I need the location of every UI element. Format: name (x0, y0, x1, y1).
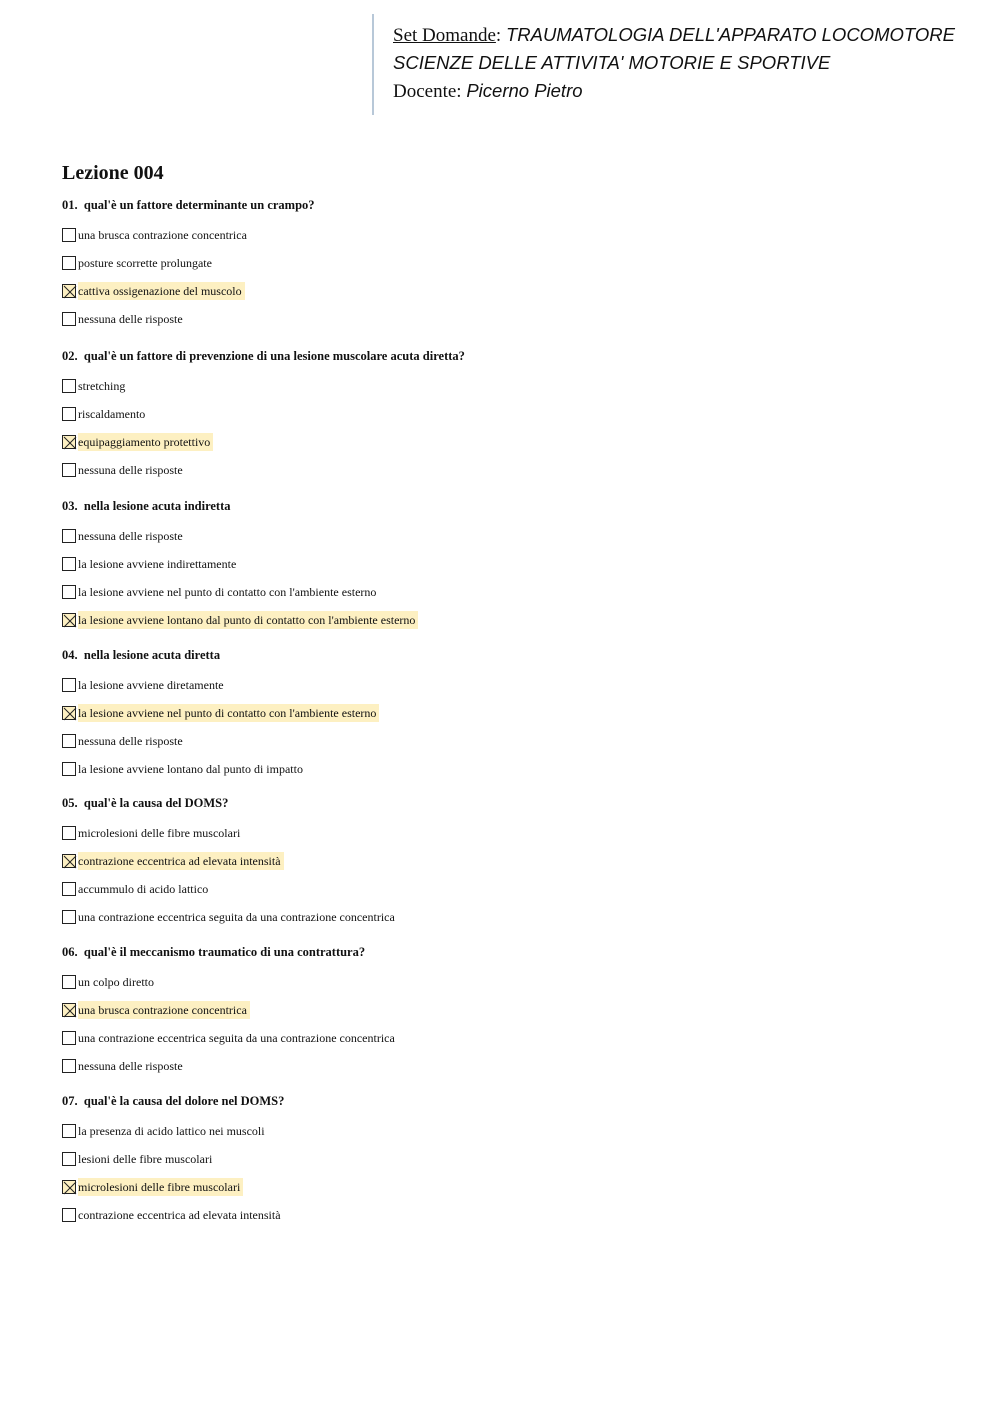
answer-text: la presenza di acido lattico nei muscoli (78, 1124, 265, 1138)
answer-option (62, 699, 962, 727)
teacher-label: Docente: (393, 81, 462, 102)
answer-text: la lesione avviene nel punto di contatto con l'ambiente esterno (78, 585, 377, 599)
answer-option (62, 1052, 962, 1080)
answer-option (62, 996, 962, 1024)
check-cross-icon (63, 1181, 77, 1195)
question-text (62, 944, 962, 960)
question-6 (62, 944, 962, 1080)
answer-option (62, 968, 962, 996)
checkbox[interactable] (62, 228, 76, 242)
question-label: qual'è il meccanismo traumatico di una contrattura? (83, 945, 366, 959)
checkbox[interactable] (62, 585, 76, 599)
checkbox[interactable] (62, 975, 76, 989)
answer-list (62, 372, 962, 484)
answer-list (62, 522, 962, 634)
answer-text: una contrazione eccentrica seguita da una contrazione concentrica (78, 1031, 395, 1045)
question-number: 02. (62, 349, 78, 363)
lesson-title: Lezione 004 (62, 162, 164, 184)
question-label: qual'è la causa del dolore nel DOMS? (83, 1094, 285, 1108)
answer-option (62, 1145, 962, 1173)
checkbox[interactable] (62, 1124, 76, 1138)
question-4 (62, 647, 962, 783)
answer-option (62, 456, 962, 484)
answer-option (62, 727, 962, 755)
answer-option (62, 550, 962, 578)
answer-option (62, 606, 962, 634)
answer-text: nessuna delle risposte (78, 734, 183, 748)
checkbox[interactable] (62, 312, 76, 326)
answer-option (62, 305, 962, 333)
checkbox[interactable] (62, 1059, 76, 1073)
document-header (372, 14, 982, 115)
header-teacher-line (393, 77, 982, 105)
question-number: 07. (62, 1094, 78, 1108)
answer-text: lesioni delle fibre muscolari (78, 1152, 213, 1166)
answer-text: accummulo di acido lattico (78, 882, 209, 896)
check-cross-icon (63, 707, 77, 721)
answer-option (62, 578, 962, 606)
checkbox[interactable] (62, 882, 76, 896)
check-cross-icon (63, 614, 77, 628)
answer-text: la lesione avviene indirettamente (78, 557, 237, 571)
answer-text: una brusca contrazione concentrica (78, 1001, 250, 1019)
check-cross-icon (63, 1004, 77, 1018)
answer-option (62, 1117, 962, 1145)
answer-text: la lesione avviene lontano dal punto di contatto con l'ambiente esterno (78, 611, 418, 629)
checkbox[interactable] (62, 407, 76, 421)
header-course-line1 (393, 21, 982, 49)
question-number: 03. (62, 499, 78, 513)
answer-list (62, 968, 962, 1080)
checkbox[interactable] (62, 463, 76, 477)
answer-text: contrazione eccentrica ad elevata intensità (78, 1208, 281, 1222)
answer-text: riscaldamento (78, 407, 146, 421)
answer-text: nessuna delle risposte (78, 463, 183, 477)
answer-text: nessuna delle risposte (78, 1059, 183, 1073)
checkbox[interactable] (62, 1031, 76, 1045)
set-label: Set Domande (393, 25, 496, 46)
checkbox[interactable] (62, 826, 76, 840)
question-label: qual'è un fattore di prevenzione di una lesione muscolare acuta diretta? (83, 349, 465, 363)
question-label: qual'è un fattore determinante un crampo? (83, 198, 315, 212)
answer-text: cattiva ossigenazione del muscolo (78, 282, 245, 300)
question-2 (62, 348, 962, 484)
answer-option (62, 875, 962, 903)
answer-list (62, 819, 962, 931)
checked-checkbox[interactable] (62, 435, 76, 449)
answer-text: la lesione avviene diretamente (78, 678, 224, 692)
answer-option (62, 522, 962, 550)
checkbox[interactable] (62, 734, 76, 748)
teacher-name: Picerno Pietro (466, 80, 583, 101)
checked-checkbox[interactable] (62, 1180, 76, 1194)
answer-text: microlesioni delle fibre muscolari (78, 826, 241, 840)
check-cross-icon (63, 436, 77, 450)
answer-list (62, 221, 962, 333)
answer-text: posture scorrette prolungate (78, 256, 212, 270)
question-number: 01. (62, 198, 78, 212)
checked-checkbox[interactable] (62, 1003, 76, 1017)
question-label: qual'è la causa del DOMS? (83, 796, 229, 810)
checkbox[interactable] (62, 678, 76, 692)
answer-text: la lesione avviene lontano dal punto di impatto (78, 762, 303, 776)
answer-text: nessuna delle risposte (78, 312, 183, 326)
answer-option (62, 819, 962, 847)
answer-option (62, 1024, 962, 1052)
question-number: 05. (62, 796, 78, 810)
header-course-line2 (393, 49, 982, 77)
checkbox[interactable] (62, 529, 76, 543)
answer-option (62, 221, 962, 249)
answer-option (62, 1201, 962, 1229)
checkbox[interactable] (62, 1208, 76, 1222)
question-text (62, 348, 962, 364)
answer-option (62, 847, 962, 875)
question-text (62, 498, 962, 514)
question-text (62, 1093, 962, 1109)
checkbox[interactable] (62, 557, 76, 571)
check-cross-icon (63, 285, 77, 299)
answer-list (62, 1117, 962, 1229)
answer-option (62, 903, 962, 931)
answer-text: stretching (78, 379, 126, 393)
question-7 (62, 1093, 962, 1229)
question-text (62, 647, 962, 663)
answer-list (62, 671, 962, 783)
answer-option (62, 277, 962, 305)
answer-text: nessuna delle risposte (78, 529, 183, 543)
question-number: 04. (62, 648, 78, 662)
answer-text: microlesioni delle fibre muscolari (78, 1178, 243, 1196)
answer-text: una brusca contrazione concentrica (78, 228, 247, 242)
answer-option (62, 372, 962, 400)
check-cross-icon (63, 855, 77, 869)
answer-option (62, 755, 962, 783)
answer-text: contrazione eccentrica ad elevata intensità (78, 852, 284, 870)
set-separator: : (495, 25, 502, 46)
checked-checkbox[interactable] (62, 706, 76, 720)
question-3 (62, 498, 962, 634)
checkbox[interactable] (62, 379, 76, 393)
checked-checkbox[interactable] (62, 284, 76, 298)
question-number: 06. (62, 945, 78, 959)
question-text (62, 795, 962, 811)
checkbox[interactable] (62, 256, 76, 270)
question-label: nella lesione acuta diretta (83, 648, 221, 662)
checked-checkbox[interactable] (62, 854, 76, 868)
answer-text: equipaggiamento protettivo (78, 433, 213, 451)
question-label: nella lesione acuta indiretta (83, 499, 231, 513)
answer-text: una contrazione eccentrica seguita da una contrazione concentrica (78, 910, 395, 924)
answer-option (62, 1173, 962, 1201)
question-1 (62, 197, 962, 333)
checkbox[interactable] (62, 762, 76, 776)
checkbox[interactable] (62, 1152, 76, 1166)
question-text (62, 197, 962, 213)
answer-option (62, 428, 962, 456)
course-title-line1: TRAUMATOLOGIA DELL'APPARATO LOCOMOTORE (505, 24, 955, 45)
question-5 (62, 795, 962, 931)
answer-option (62, 400, 962, 428)
answer-option (62, 671, 962, 699)
answer-option (62, 249, 962, 277)
checkbox[interactable] (62, 910, 76, 924)
answer-text: un colpo diretto (78, 975, 154, 989)
course-title-line2: SCIENZE DELLE ATTIVITA' MOTORIE E SPORTIVE (393, 52, 831, 73)
checked-checkbox[interactable] (62, 613, 76, 627)
answer-text: la lesione avviene nel punto di contatto con l'ambiente esterno (78, 704, 379, 722)
